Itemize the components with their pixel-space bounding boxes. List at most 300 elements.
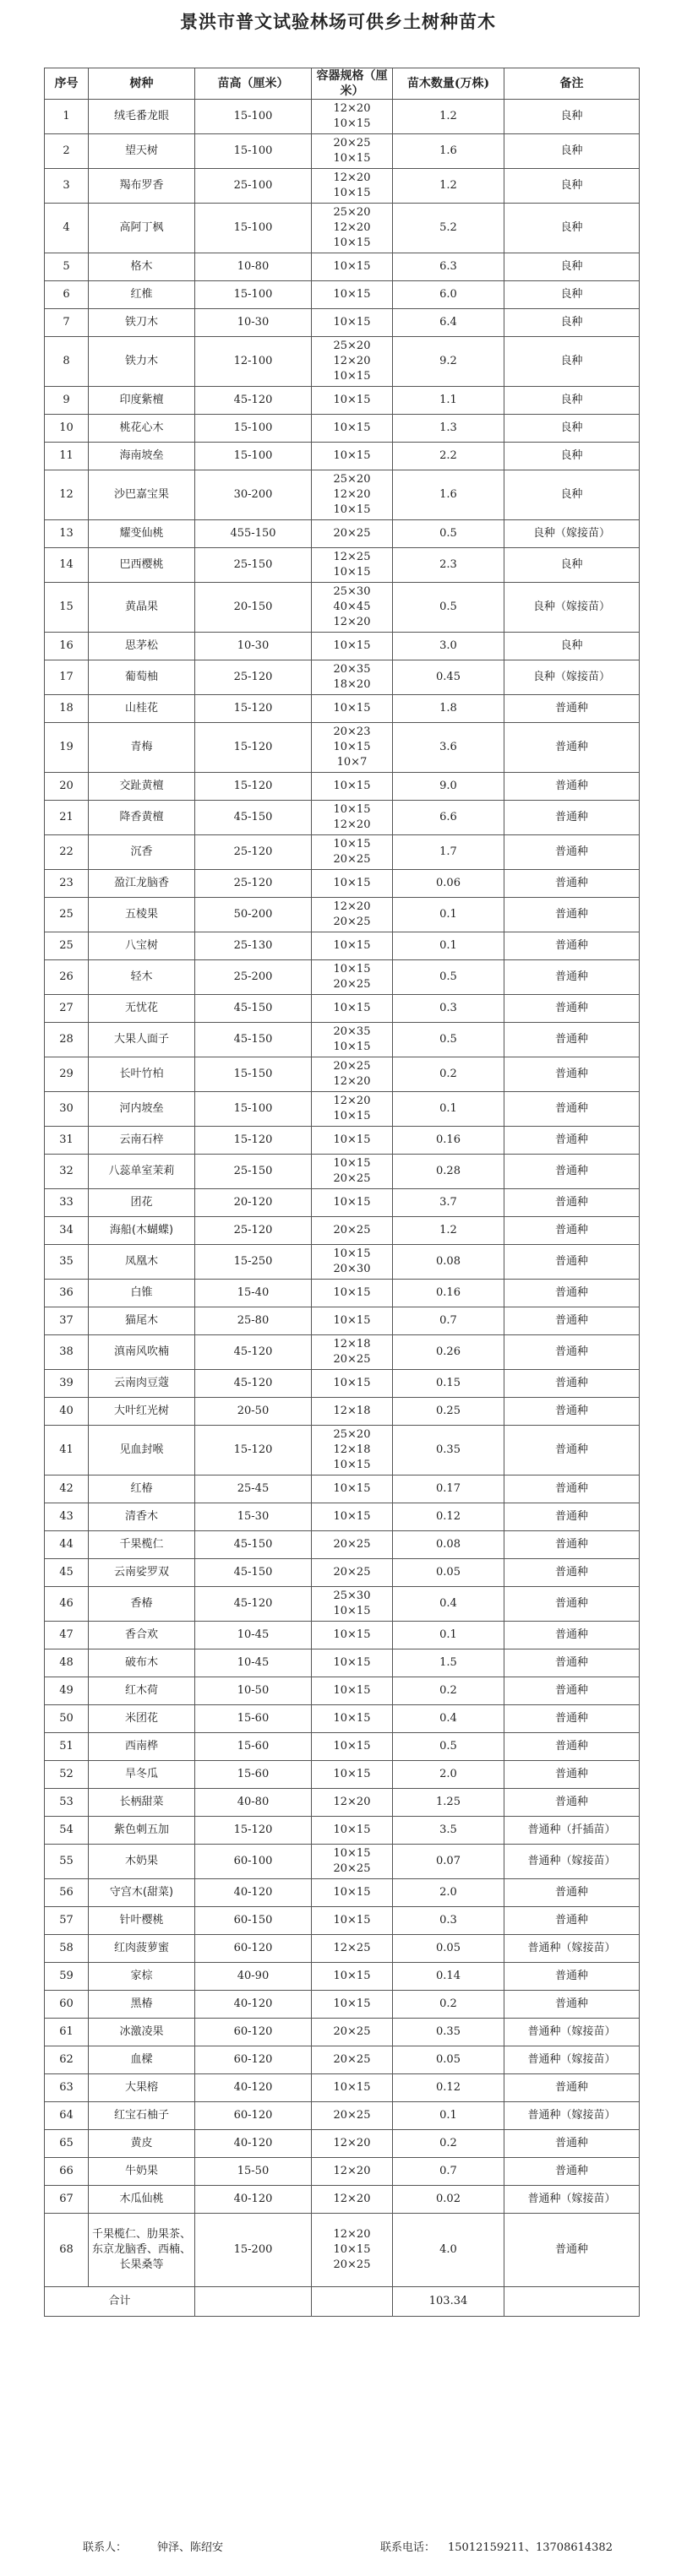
- seedling-quantity: 1.1: [393, 387, 504, 415]
- species-name: 沉香: [89, 835, 195, 870]
- row-number: 51: [45, 1733, 89, 1761]
- container-spec: 20×25: [312, 1217, 393, 1245]
- seedling-quantity: 6.0: [393, 281, 504, 309]
- container-spec: 25×30 10×15: [312, 1587, 393, 1622]
- row-number: 50: [45, 1705, 89, 1733]
- row-number: 12: [45, 470, 89, 520]
- seedling-quantity: 0.15: [393, 1370, 504, 1398]
- container-spec: 20×25: [312, 520, 393, 548]
- column-header-height: 苗高（厘米）: [195, 68, 312, 100]
- species-name: 凤凰木: [89, 1245, 195, 1280]
- container-spec: 10×15: [312, 1370, 393, 1398]
- seedling-height: 60-120: [195, 1935, 312, 1963]
- seedling-quantity: 0.17: [393, 1475, 504, 1503]
- species-name: 羯布罗香: [89, 169, 195, 204]
- container-spec: 20×25 10×15: [312, 134, 393, 169]
- seedling-height: 45-150: [195, 1559, 312, 1587]
- seedling-height: 25-120: [195, 660, 312, 695]
- species-name: 耀变仙桃: [89, 520, 195, 548]
- seedling-quantity: 0.28: [393, 1155, 504, 1189]
- seedling-quantity: 2.0: [393, 1879, 504, 1907]
- species-name: 冰激凌果: [89, 2019, 195, 2046]
- seedling-height: 15-120: [195, 695, 312, 723]
- seedling-height: 25-80: [195, 1307, 312, 1335]
- row-note: 普通种（嫁接苗）: [504, 1935, 640, 1963]
- species-name: 家棕: [89, 1963, 195, 1991]
- table-row: [45, 898, 640, 932]
- table-row: [45, 1733, 640, 1761]
- row-number: 65: [45, 2130, 89, 2158]
- seedling-height: 25-100: [195, 169, 312, 204]
- row-note: 良种: [504, 337, 640, 387]
- container-spec: 10×15 20×25: [312, 1845, 393, 1879]
- species-name: 望天树: [89, 134, 195, 169]
- row-note: 良种: [504, 443, 640, 470]
- table-row: [45, 801, 640, 835]
- species-name: 长叶竹柏: [89, 1057, 195, 1092]
- row-number: 67: [45, 2186, 89, 2214]
- row-note: 普通种: [504, 1677, 640, 1705]
- row-number: 35: [45, 1245, 89, 1280]
- row-number: 44: [45, 1531, 89, 1559]
- container-spec: 10×15 20×25: [312, 835, 393, 870]
- container-spec: 10×15: [312, 443, 393, 470]
- table-row: [45, 932, 640, 960]
- row-note: 普通种: [504, 1475, 640, 1503]
- row-number: 2: [45, 134, 89, 169]
- species-name: 思茅松: [89, 633, 195, 660]
- table-row: [45, 1907, 640, 1935]
- container-spec: 10×15: [312, 387, 393, 415]
- species-name: 沙巴嘉宝果: [89, 470, 195, 520]
- container-spec: 10×15: [312, 1733, 393, 1761]
- row-number: 34: [45, 1217, 89, 1245]
- species-name: 黑椿: [89, 1991, 195, 2019]
- row-note: 普通种: [504, 1649, 640, 1677]
- table-row: [45, 995, 640, 1023]
- species-name: 葡萄柚: [89, 660, 195, 695]
- seedling-quantity: 0.1: [393, 2102, 504, 2130]
- seedling-quantity: 0.7: [393, 2158, 504, 2186]
- species-name: 无忧花: [89, 995, 195, 1023]
- seedling-quantity: 0.08: [393, 1531, 504, 1559]
- row-number: 46: [45, 1587, 89, 1622]
- table-row: [45, 1335, 640, 1370]
- row-note: 普通种: [504, 870, 640, 898]
- row-note: 普通种: [504, 835, 640, 870]
- row-number: 28: [45, 1023, 89, 1057]
- species-name: 铁刀木: [89, 309, 195, 337]
- container-spec: 25×20 12×20 10×15: [312, 204, 393, 253]
- row-note: 普通种: [504, 932, 640, 960]
- seedling-quantity: 0.2: [393, 1057, 504, 1092]
- row-note: 普通种: [504, 1335, 640, 1370]
- container-spec: 10×15: [312, 415, 393, 443]
- table-row: [45, 1475, 640, 1503]
- row-note: 良种: [504, 387, 640, 415]
- row-note: 普通种: [504, 898, 640, 932]
- seedling-quantity: 0.1: [393, 1622, 504, 1649]
- species-name: 清香木: [89, 1503, 195, 1531]
- row-note: 良种: [504, 470, 640, 520]
- row-note: 普通种（嫁接苗）: [504, 1845, 640, 1879]
- species-name: 团花: [89, 1189, 195, 1217]
- row-note: 普通种（嫁接苗）: [504, 2019, 640, 2046]
- contact-person-label: 联系人：: [83, 2541, 128, 2554]
- species-name: 轻木: [89, 960, 195, 995]
- table-row: [45, 387, 640, 415]
- row-number: 5: [45, 253, 89, 281]
- species-name: 河内坡垒: [89, 1092, 195, 1127]
- container-spec: 10×15: [312, 1907, 393, 1935]
- row-number: 11: [45, 443, 89, 470]
- row-number: 66: [45, 2158, 89, 2186]
- seedling-height: 10-80: [195, 253, 312, 281]
- seedling-height: 60-120: [195, 2046, 312, 2074]
- seedling-quantity: 0.12: [393, 1503, 504, 1531]
- row-number: 31: [45, 1127, 89, 1155]
- row-number: 30: [45, 1092, 89, 1127]
- table-row: [45, 1217, 640, 1245]
- table-row: [45, 1649, 640, 1677]
- row-note: 普通种: [504, 1023, 640, 1057]
- container-spec: 12×20: [312, 2158, 393, 2186]
- species-name: 香合欢: [89, 1622, 195, 1649]
- row-note: 普通种: [504, 1705, 640, 1733]
- table-row: [45, 1991, 640, 2019]
- seedling-quantity: 0.12: [393, 2074, 504, 2102]
- seedling-quantity: 0.16: [393, 1280, 504, 1307]
- container-spec: 25×30 40×45 12×20: [312, 583, 393, 633]
- seedling-quantity: 1.8: [393, 695, 504, 723]
- seedling-quantity: 0.1: [393, 1092, 504, 1127]
- seedling-quantity: 0.16: [393, 1127, 504, 1155]
- seedling-quantity: 1.6: [393, 134, 504, 169]
- seedling-height: 15-60: [195, 1761, 312, 1789]
- row-number: 27: [45, 995, 89, 1023]
- container-spec: 12×20 20×25: [312, 898, 393, 932]
- row-number: 64: [45, 2102, 89, 2130]
- container-spec: 20×25: [312, 2102, 393, 2130]
- row-number: 19: [45, 723, 89, 773]
- seedling-quantity: 1.2: [393, 1217, 504, 1245]
- seedling-height: 25-130: [195, 932, 312, 960]
- row-note: 普通种: [504, 1155, 640, 1189]
- row-note: 普通种: [504, 723, 640, 773]
- row-note: 普通种: [504, 1370, 640, 1398]
- table-row: [45, 660, 640, 695]
- species-name: 黄皮: [89, 2130, 195, 2158]
- seedling-height: 30-200: [195, 470, 312, 520]
- species-name: 八蕊单室茉莉: [89, 1155, 195, 1189]
- total-label: 合计: [45, 2287, 195, 2317]
- row-number: 1: [45, 100, 89, 134]
- row-number: 25: [45, 932, 89, 960]
- container-spec: 20×23 10×15 10×7: [312, 723, 393, 773]
- seedling-quantity: 3.5: [393, 1817, 504, 1845]
- seedling-quantity: 1.7: [393, 835, 504, 870]
- species-name: 红椎: [89, 281, 195, 309]
- table-row: [45, 1503, 640, 1531]
- contact-phone-label: 联系电话：: [380, 2541, 436, 2554]
- seedling-quantity: 0.7: [393, 1307, 504, 1335]
- seedling-height: 60-120: [195, 2019, 312, 2046]
- row-number: 23: [45, 870, 89, 898]
- seedling-height: 60-150: [195, 1907, 312, 1935]
- table-row: [45, 1092, 640, 1127]
- seedling-height: 25-150: [195, 548, 312, 583]
- container-spec: 12×20: [312, 1789, 393, 1817]
- row-note: 良种: [504, 253, 640, 281]
- row-note: 良种: [504, 548, 640, 583]
- table-row: [45, 1705, 640, 1733]
- page-title: 景洪市普文试验林场可供乡土树种苗木: [180, 11, 496, 32]
- row-number: 20: [45, 773, 89, 801]
- row-note: 普通种: [504, 1879, 640, 1907]
- container-spec: 12×20: [312, 2186, 393, 2214]
- species-name: 桃花心木: [89, 415, 195, 443]
- seedling-quantity: 1.5: [393, 1649, 504, 1677]
- species-name: 千果榄仁: [89, 1531, 195, 1559]
- container-spec: 10×15: [312, 1817, 393, 1845]
- table-row: [45, 2186, 640, 2214]
- row-note: 良种: [504, 633, 640, 660]
- contact-person-names: 钟泽、陈绍安: [157, 2541, 224, 2554]
- seedling-quantity: 0.25: [393, 1398, 504, 1426]
- seedling-height: 15-120: [195, 1817, 312, 1845]
- table-row: [45, 337, 640, 387]
- seedling-quantity: 6.6: [393, 801, 504, 835]
- container-spec: 25×20 12×20 10×15: [312, 337, 393, 387]
- row-number: 17: [45, 660, 89, 695]
- table-row: [45, 2019, 640, 2046]
- seedling-quantity: 0.05: [393, 1935, 504, 1963]
- row-number: 25: [45, 898, 89, 932]
- row-note: 普通种: [504, 1531, 640, 1559]
- table-row: [45, 633, 640, 660]
- row-note: 普通种: [504, 1622, 640, 1649]
- species-name: 海船(木蝴蝶): [89, 1217, 195, 1245]
- species-name: 木瓜仙桃: [89, 2186, 195, 2214]
- row-note: 普通种: [504, 1991, 640, 2019]
- table-row: [45, 1426, 640, 1475]
- container-spec: 10×15: [312, 1991, 393, 2019]
- table-row: [45, 1677, 640, 1705]
- row-number: 16: [45, 633, 89, 660]
- seedling-quantity: 6.4: [393, 309, 504, 337]
- row-number: 26: [45, 960, 89, 995]
- container-spec: 12×20 10×15: [312, 169, 393, 204]
- container-spec: 10×15: [312, 309, 393, 337]
- row-note: 普通种: [504, 960, 640, 995]
- species-name: 八宝树: [89, 932, 195, 960]
- species-name: 高阿丁枫: [89, 204, 195, 253]
- seedling-quantity: 3.6: [393, 723, 504, 773]
- seedling-quantity: 0.07: [393, 1845, 504, 1879]
- species-name: 米团花: [89, 1705, 195, 1733]
- row-number: 47: [45, 1622, 89, 1649]
- row-number: 15: [45, 583, 89, 633]
- table-row: [45, 2074, 640, 2102]
- container-spec: 10×15 20×25: [312, 960, 393, 995]
- seedling-height: 15-120: [195, 773, 312, 801]
- container-spec: 10×15: [312, 995, 393, 1023]
- row-number: 62: [45, 2046, 89, 2074]
- seedling-height: 15-100: [195, 415, 312, 443]
- seedling-height: 15-100: [195, 134, 312, 169]
- species-name: 绒毛番龙眼: [89, 100, 195, 134]
- seedling-height: 15-120: [195, 1127, 312, 1155]
- species-name: 长柄甜菜: [89, 1789, 195, 1817]
- table-row: [45, 1622, 640, 1649]
- species-name: 降香黄檀: [89, 801, 195, 835]
- seedling-height: 45-120: [195, 1370, 312, 1398]
- table-row: [45, 1127, 640, 1155]
- table-row: [45, 548, 640, 583]
- table-row: [45, 960, 640, 995]
- seedling-height: 15-100: [195, 204, 312, 253]
- seedling-height: 15-150: [195, 1057, 312, 1092]
- seedling-height: 10-50: [195, 1677, 312, 1705]
- seedling-height: 45-150: [195, 995, 312, 1023]
- seedling-height: 15-30: [195, 1503, 312, 1531]
- total-quantity: 103.34: [393, 2287, 504, 2317]
- seedling-quantity: 1.6: [393, 470, 504, 520]
- seedling-height: 10-30: [195, 633, 312, 660]
- row-note: 普通种: [504, 1217, 640, 1245]
- total-empty-cell: [504, 2287, 640, 2317]
- row-number: 45: [45, 1559, 89, 1587]
- seedling-height: 45-120: [195, 1335, 312, 1370]
- row-note: 普通种: [504, 2214, 640, 2287]
- row-number: 40: [45, 1398, 89, 1426]
- table-row: [45, 281, 640, 309]
- seedling-height: 45-120: [195, 1587, 312, 1622]
- seedling-quantity: 0.5: [393, 1733, 504, 1761]
- container-spec: 12×20: [312, 2130, 393, 2158]
- seedling-quantity: 0.3: [393, 1907, 504, 1935]
- row-number: 4: [45, 204, 89, 253]
- species-name: 山桂花: [89, 695, 195, 723]
- seedling-height: 15-100: [195, 443, 312, 470]
- table-row: [45, 2046, 640, 2074]
- table-row: [45, 583, 640, 633]
- container-spec: 12×20 10×15 20×25: [312, 2214, 393, 2287]
- row-number: 9: [45, 387, 89, 415]
- container-spec: 20×25: [312, 1559, 393, 1587]
- seedling-quantity: 0.5: [393, 520, 504, 548]
- seedling-quantity: 5.2: [393, 204, 504, 253]
- row-number: 60: [45, 1991, 89, 2019]
- container-spec: 25×20 12×18 10×15: [312, 1426, 393, 1475]
- container-spec: 10×15: [312, 1307, 393, 1335]
- table-row: [45, 1817, 640, 1845]
- seedling-quantity: 0.14: [393, 1963, 504, 1991]
- species-name: 红宝石柚子: [89, 2102, 195, 2130]
- seedling-quantity: 0.35: [393, 2019, 504, 2046]
- container-spec: 10×15 12×20: [312, 801, 393, 835]
- table-row: [45, 169, 640, 204]
- table-row: [45, 1935, 640, 1963]
- row-number: 7: [45, 309, 89, 337]
- table-row: [45, 1307, 640, 1335]
- table-row: [45, 1398, 640, 1426]
- row-note: 普通种: [504, 1307, 640, 1335]
- species-name: 千果榄仁、肋果茶、东京龙脑香、西楠、长果桑等: [89, 2214, 195, 2287]
- species-name: 守宫木(甜菜): [89, 1879, 195, 1907]
- species-name: 盈江龙脑香: [89, 870, 195, 898]
- species-name: 红肉菠萝蜜: [89, 1935, 195, 1963]
- seedling-quantity: 0.3: [393, 995, 504, 1023]
- seedling-height: 45-120: [195, 387, 312, 415]
- seedling-height: 40-120: [195, 1991, 312, 2019]
- table-row: [45, 253, 640, 281]
- row-number: 55: [45, 1845, 89, 1879]
- table-row: [45, 723, 640, 773]
- row-number: 43: [45, 1503, 89, 1531]
- seedling-height: 45-150: [195, 1531, 312, 1559]
- row-note: 普通种: [504, 1503, 640, 1531]
- table-row: [45, 1057, 640, 1092]
- container-spec: 20×25: [312, 2019, 393, 2046]
- row-note: 普通种: [504, 801, 640, 835]
- total-empty-cell: [195, 2287, 312, 2317]
- container-spec: 20×35 18×20: [312, 660, 393, 695]
- seedling-height: 25-150: [195, 1155, 312, 1189]
- species-name: 巴西樱桃: [89, 548, 195, 583]
- seedling-height: 25-120: [195, 870, 312, 898]
- column-header-note: 备注: [504, 68, 640, 100]
- container-spec: 10×15: [312, 2074, 393, 2102]
- seedling-quantity: 0.2: [393, 1677, 504, 1705]
- table-row: [45, 1559, 640, 1587]
- table-row: [45, 100, 640, 134]
- container-spec: 20×25: [312, 1531, 393, 1559]
- seedling-height: 40-120: [195, 2074, 312, 2102]
- seedling-quantity: 1.25: [393, 1789, 504, 1817]
- row-number: 10: [45, 415, 89, 443]
- row-number: 56: [45, 1879, 89, 1907]
- species-name: 针叶樱桃: [89, 1907, 195, 1935]
- row-number: 63: [45, 2074, 89, 2102]
- table-row: [45, 1963, 640, 1991]
- species-name: 黄晶果: [89, 583, 195, 633]
- container-spec: 10×15: [312, 1649, 393, 1677]
- seedling-height: 25-45: [195, 1475, 312, 1503]
- species-name: 云南娑罗双: [89, 1559, 195, 1587]
- species-name: 大果人面子: [89, 1023, 195, 1057]
- row-note: 普通种: [504, 1398, 640, 1426]
- table-row: [45, 773, 640, 801]
- table-row: [45, 1531, 640, 1559]
- table-row: [45, 2158, 640, 2186]
- species-name: 格木: [89, 253, 195, 281]
- table-row: [45, 1879, 640, 1907]
- seedling-height: 20-150: [195, 583, 312, 633]
- row-note: 普通种（嫁接苗）: [504, 2046, 640, 2074]
- seedling-quantity: 6.3: [393, 253, 504, 281]
- seedling-height: 15-60: [195, 1705, 312, 1733]
- row-note: 普通种: [504, 1733, 640, 1761]
- container-spec: 12×18 20×25: [312, 1335, 393, 1370]
- seedling-height: 15-120: [195, 1426, 312, 1475]
- seedling-quantity: 0.26: [393, 1335, 504, 1370]
- row-number: 57: [45, 1907, 89, 1935]
- seedling-quantity: 9.2: [393, 337, 504, 387]
- row-number: 22: [45, 835, 89, 870]
- seedling-height: 10-45: [195, 1622, 312, 1649]
- species-name: 白锥: [89, 1280, 195, 1307]
